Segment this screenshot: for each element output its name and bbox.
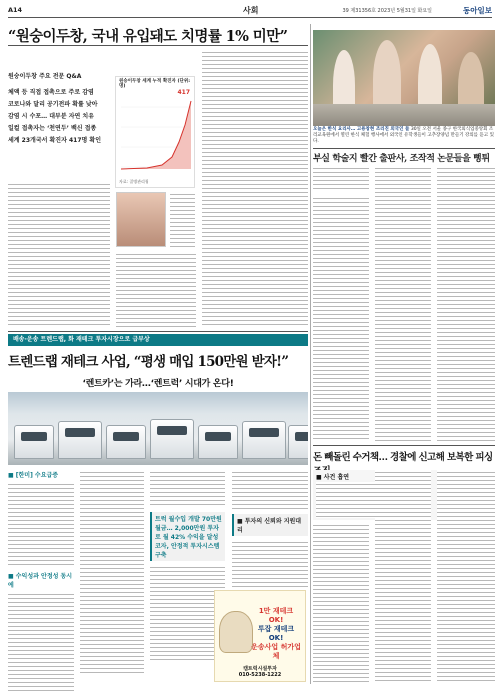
- cooking-class-photo: [313, 30, 495, 126]
- sidebar-text-col-2: [375, 166, 431, 442]
- sidebar-text-col-3: [437, 166, 495, 442]
- money-bag-icon: [219, 611, 253, 653]
- subhead-5: 세계 23개국서 확진자 417명 확인: [8, 137, 101, 144]
- crime-story-headline: 돈 빼돌린 수거책… 경찰에 신고해 보복한 피싱: [313, 452, 493, 463]
- crime-text-col-2: [375, 470, 431, 683]
- feature-box-2-heading: ■ 수익성과 안정성 동시에: [8, 573, 73, 589]
- sidebar-text-col-1: [313, 196, 369, 442]
- feature-banner: 배송·운송 트렌드랩, 화 재테크 투자시장으로 급부상: [8, 334, 308, 346]
- body-text-col-1: [8, 182, 110, 328]
- photo-caption: 오늘은 한식 요리사… 고용창현 조리진 외국인 들 30일 오전 서울 종구 한국외식업중앙회 조리교육원에서 열린 한식 체험 행사에서 외국인 유학생들이 고추장양념 만들기 강의를 듣고 있다.: [313, 127, 494, 144]
- subhead-2: 코로나와 달리 공기전파 확률 낮아: [8, 101, 98, 108]
- chart-peak-label: 417: [177, 89, 190, 96]
- subhead-3: 감염 시 수포… 대부분 자연 치유: [8, 113, 94, 120]
- feature-col-4: [232, 470, 308, 585]
- feature-col-1: [8, 470, 74, 680]
- feature-box-4-heading: ■ 투자의 신뢰와 지원대리: [232, 514, 308, 536]
- chart-title: 원숭이두창 세계 누적 확진자 (단위: 명): [119, 79, 191, 89]
- subhead-4: 일컬 접촉자는 ‘천연두’ 백신 접종: [8, 125, 97, 132]
- body-text-col-2: [116, 252, 196, 328]
- feature-box-1-heading: ■ [한미] 수요급증: [8, 472, 59, 479]
- feature-subhead: ‘렌트카’는 가라…‘렌트럭’ 시대가 온다!: [82, 379, 234, 389]
- chart-area: [117, 97, 195, 177]
- ad-contact: 캠트럭시설투자 010-5238-1222: [238, 666, 282, 678]
- feature-box-3-heading: 트럭 월수입 개발 70만원 월금… 2,000만원 투자로 월 42% 수익을 달성코자, 안정적 투자시스템 구축: [150, 512, 225, 561]
- infographic-chart: [115, 76, 195, 188]
- newspaper-logo: 동아일보: [463, 6, 492, 15]
- section-title: 사회: [243, 6, 259, 15]
- chart-source: 자료: 질병관리청: [119, 179, 149, 184]
- sidebar-headline: 부실 학술지 빨간 출판사, 조작적 논문들을 뻥튀: [313, 154, 490, 164]
- feature-col-2: [80, 470, 144, 680]
- crime-text-col-1: [313, 523, 369, 683]
- masthead: [8, 4, 492, 18]
- feature-headline: 트렌드랩 재테크 사업, “평생 매입 150만원 받자!”: [8, 354, 289, 370]
- advertisement-box[interactable]: [214, 590, 306, 682]
- subhead-0: 원숭이두창 주요 전문 Q&A: [8, 73, 82, 80]
- ad-copy: 1만 재테크 OK! 투잡 재테크 OK! 운송사업 허가업체: [251, 607, 301, 660]
- headshot-photo: [116, 192, 166, 247]
- crime-text-col-3: [437, 470, 495, 683]
- photo-side-text: [170, 192, 195, 250]
- issue-date: 39 제31356호 2023년 5월31일 화요일: [342, 8, 432, 14]
- body-text-col-3: [202, 50, 308, 328]
- sidebar-subheads: [313, 166, 369, 192]
- trucks-photo: [8, 392, 308, 465]
- crime-story-label: ■ 사건 흡연: [316, 474, 350, 481]
- page-number: A14: [8, 6, 23, 14]
- subhead-block: [8, 73, 108, 145]
- top-story-headline: “원숭이두창, 국내 유입돼도 치명률 1% 미만”: [8, 28, 288, 45]
- subhead-1: 체액 등 직접 접촉으로 주로 감염: [8, 89, 94, 96]
